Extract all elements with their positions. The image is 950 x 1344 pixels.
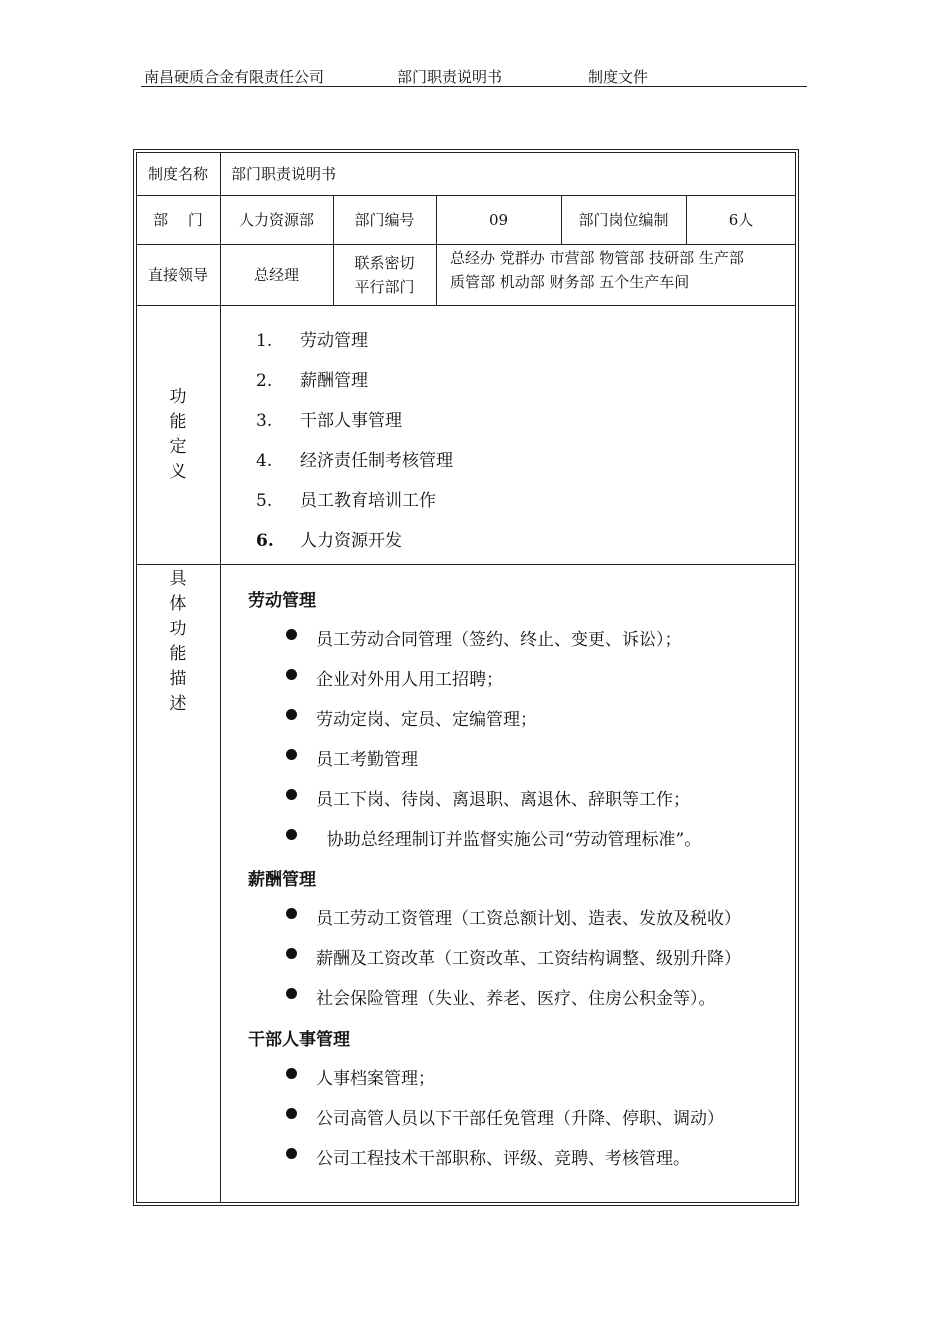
col-divider [220, 152, 221, 1203]
bullet-icon [286, 948, 297, 959]
bullet-icon [286, 829, 297, 840]
bullet-text: 协助总经理制订并监督实施公司“劳动管理标准”。 [316, 830, 702, 850]
bullet-icon [286, 1148, 297, 1159]
department-label: 部 门 [153, 210, 203, 229]
label-char: 功 [169, 387, 187, 407]
label-char: 功 [169, 619, 187, 639]
department-code-value: 09 [488, 210, 509, 229]
function-item [256, 486, 436, 511]
label-char: 定 [169, 437, 187, 457]
related-value-line-1: 总经办 党群办 市营部 物管部 技研部 生产部 [450, 249, 744, 267]
function-item [256, 326, 368, 351]
bullet-text: 劳动定岗、定员、定编管理； [316, 710, 537, 730]
direct-leader-value: 总经理 [253, 265, 299, 284]
related-departments-value [450, 244, 794, 298]
label-char: 能 [169, 644, 187, 664]
bullet-text: 公司高管人员以下干部任免管理（升降、停职、调动） [316, 1109, 724, 1129]
function-item-number: 3. [256, 411, 273, 431]
function-item [256, 406, 402, 431]
header-company: 南昌硬质合金有限责任公司 [144, 68, 325, 86]
bullet-text: 人事档案管理； [316, 1069, 435, 1089]
bullet-text: 员工考勤管理 [316, 750, 418, 770]
bullet-icon [286, 908, 297, 919]
function-item-text: 员工教育培训工作 [300, 491, 436, 511]
position-quota-value: 6人 [728, 210, 754, 229]
bullet-text: 企业对外用人用工招聘； [316, 670, 503, 690]
bullet-text: 员工下岗、待岗、离退职、离退休、辞职等工作； [316, 790, 690, 810]
department-value: 人力资源部 [238, 210, 314, 229]
policy-name-value: 部门职责说明书 [231, 164, 337, 183]
bullet-icon [286, 629, 297, 640]
header-rule [141, 86, 807, 87]
section-title-cadre-personnel: 干部人事管理 [248, 1030, 350, 1050]
function-item [256, 446, 453, 471]
bullet-text: 社会保险管理（失业、养老、医疗、住房公积金等）。 [316, 989, 716, 1009]
bullet-icon [286, 789, 297, 800]
label-char: 具 [169, 569, 187, 589]
function-item-number: 1. [256, 331, 273, 351]
bullet-icon [286, 709, 297, 720]
bullet-icon [286, 669, 297, 680]
section-title-labor: 劳动管理 [248, 591, 316, 611]
function-item-text: 劳动管理 [300, 331, 368, 351]
label-char: 能 [169, 412, 187, 432]
detail-description-label [166, 567, 190, 717]
bullet-text: 员工劳动合同管理（签约、终止、变更、诉讼）； [316, 630, 682, 650]
bullet-icon [286, 1108, 297, 1119]
function-item-number: 4. [256, 451, 273, 471]
bullet-text: 公司工程技术干部职称、评级、竞聘、考核管理。 [316, 1149, 690, 1169]
function-item-number: 2. [256, 371, 273, 391]
bullet-icon [286, 1068, 297, 1079]
row-divider [136, 564, 796, 565]
direct-leader-label: 直接领导 [147, 265, 208, 284]
function-item-text: 人力资源开发 [300, 531, 402, 551]
label-char: 体 [169, 594, 187, 614]
section-title-compensation: 薪酬管理 [248, 870, 316, 890]
function-item [256, 366, 368, 391]
bullet-text: 员工劳动工资管理（工资总额计划、造表、发放及税收） [316, 909, 741, 929]
department-code-label: 部门编号 [354, 210, 415, 229]
label-char: 义 [169, 462, 187, 482]
bullet-text: 薪酬及工资改革（工资改革、工资结构调整、级别升降） [316, 949, 741, 969]
label-char: 描 [169, 669, 187, 689]
related-label-line-2: 平行部门 [354, 277, 415, 296]
bullet-icon [286, 988, 297, 999]
function-item-number: 5. [256, 491, 273, 511]
row-divider [136, 305, 796, 306]
function-item-text: 薪酬管理 [300, 371, 368, 391]
position-quota-label: 部门岗位编制 [578, 210, 669, 229]
function-item [256, 526, 402, 551]
function-definition-label [166, 385, 190, 485]
header-doc-type: 制度文件 [588, 68, 649, 86]
bullet-icon [286, 749, 297, 760]
related-departments-label [333, 244, 436, 305]
policy-name-label: 制度名称 [147, 164, 208, 183]
label-char: 述 [169, 694, 187, 714]
header-doc-title: 部门职责说明书 [397, 68, 503, 86]
related-value-line-2: 质管部 机动部 财务部 五个生产车间 [450, 273, 690, 291]
function-item-number: 6. [256, 531, 274, 551]
function-item-text: 干部人事管理 [300, 411, 402, 431]
function-item-text: 经济责任制考核管理 [300, 451, 453, 471]
related-label-line-1: 联系密切 [354, 253, 415, 272]
